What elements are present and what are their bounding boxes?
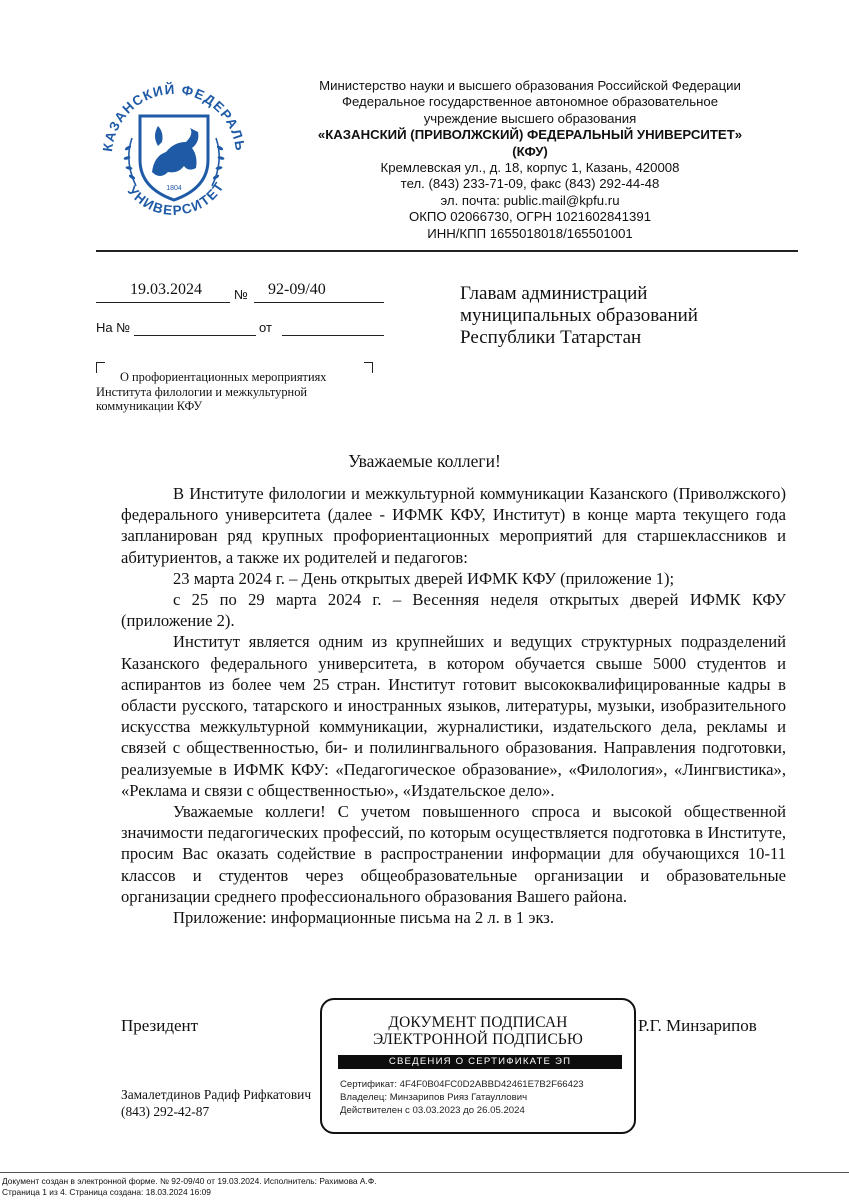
certificate-validity: Действителен с 03.03.2023 до 26.05.2024 bbox=[340, 1105, 525, 1116]
signer-position: Президент bbox=[121, 1016, 199, 1035]
email-line: эл. почта: public.mail@kpfu.ru bbox=[440, 192, 620, 208]
phone-line: тел. (843) 233-71-09, факс (843) 292-44-48 bbox=[400, 176, 660, 192]
kfu-emblem bbox=[94, 76, 254, 236]
letterhead bbox=[290, 78, 770, 242]
org-type-line: Федеральное государственное автономное образовательное bbox=[341, 94, 719, 110]
greeting: Уважаемые коллеги! bbox=[348, 451, 501, 471]
svg-text:1804: 1804 bbox=[166, 185, 182, 192]
address-line: Кремлевская ул., д. 18, корпус 1, Казань, 420008 bbox=[380, 160, 680, 176]
number-label: № bbox=[234, 287, 248, 302]
okpo-line: ОКПО 02066730, ОГРН 1021602841391 bbox=[408, 209, 652, 225]
paragraph: Институт является одним из крупнейших и ведущих структурных подразделений Казанского федерального университета, в котором обучается свыше 5000 студентов и аспирантов из более чем 25 стран. Институт готовит высококвалифицированные кадры в области русского, татарского и иностранных языков, литературы, музыки, изобразительного искусства межкультурной коммуникации, журналистики, издательского дела, рекламы и связей с общественностью, би- и полилингвального образования. Направления подготовки, реализуемые в ИФМК КФУ: «Педагогическое образование», «Филология», «Лингвистика», «Реклама и связи с общественностью», «Издательское дело». bbox=[121, 632, 786, 800]
footer-divider bbox=[0, 1172, 849, 1173]
signer-name: Р.Г. Минзарипов bbox=[638, 1016, 757, 1035]
kfu-emblem-icon bbox=[94, 76, 254, 236]
university-name: «КАЗАНСКИЙ (ПРИВОЛЖСКИЙ) ФЕДЕРАЛЬНЫЙ УНИВЕРСИТЕТ» bbox=[317, 127, 743, 143]
paragraph: 23 марта 2024 г. – День открытых дверей ИФМК КФУ (приложение 1); bbox=[173, 568, 675, 588]
subject-line: О профориентационных мероприятиях bbox=[120, 370, 327, 384]
stamp-title bbox=[322, 1014, 634, 1048]
letter-number: 92-09/40 bbox=[268, 281, 326, 298]
addressee-line: Главам администраций bbox=[460, 283, 648, 304]
executor-name: Замалетдинов Радиф Рифкатович bbox=[121, 1087, 312, 1102]
subject bbox=[96, 370, 366, 414]
addressee-line: Республики Татарстан bbox=[460, 327, 642, 348]
reference-date-field bbox=[282, 315, 384, 336]
university-abbr: (КФУ) bbox=[512, 143, 548, 159]
certificate-owner: Владелец: Минзарипов Рияз Гатауллович bbox=[340, 1092, 528, 1103]
subject-line: Института филологии и межкультурной bbox=[96, 384, 308, 399]
svg-text:УНИВЕРСИТЕТ: УНИВЕРСИТЕТ bbox=[124, 178, 228, 219]
addressee bbox=[460, 283, 780, 349]
reference-label: На № bbox=[96, 320, 131, 335]
reference-from-label: от bbox=[259, 320, 272, 335]
page-footer bbox=[2, 1176, 377, 1197]
paragraph: с 25 по 29 марта 2024 г. – Весенняя неделя открытых дверей ИФМК КФУ (приложение 2). bbox=[121, 590, 786, 631]
e-signature-stamp bbox=[320, 998, 636, 1134]
letter-date: 19.03.2024 bbox=[130, 281, 202, 298]
executor bbox=[121, 1086, 311, 1120]
org-type-line-2: учреждение высшего образования bbox=[423, 110, 637, 126]
header-divider bbox=[96, 250, 798, 252]
stamp-title-line: ЭЛЕКТРОННОЙ ПОДПИСЬЮ bbox=[373, 1031, 583, 1048]
letter-body bbox=[121, 483, 786, 928]
attachment-note: Приложение: информационные письма на 2 л. в 1 экз. bbox=[173, 908, 555, 928]
svg-text:КАЗАНСКИЙ ФЕДЕРАЛЬНЫЙ: КАЗАНСКИЙ ФЕДЕРАЛЬ bbox=[100, 81, 248, 153]
footer-line: Страница 1 из 4. Страница создана: 18.03.2024 16:09 bbox=[2, 1186, 211, 1197]
stamp-certificate-header: СВЕДЕНИЯ О СЕРТИФИКАТЕ ЭП bbox=[338, 1055, 622, 1069]
paragraph: Уважаемые коллеги! С учетом повышенного спроса и высокой общественной значимости педагогических профессий, по которым осуществляется подготовка в Институте, просим Вас оказать содействие в распространении информации для обучающихся 10-11 классов и студентов через общеобразовательные организации и образовательные организации среднего профессионального образования Вашего района. bbox=[121, 802, 786, 906]
stamp-title-line: ДОКУМЕНТ ПОДПИСАН bbox=[388, 1014, 568, 1031]
certificate-id: Сертификат: 4F4F0B04FC0D2ABBD42461E7B2F66423 bbox=[340, 1079, 584, 1090]
paragraph: В Институте филологии и межкультурной коммуникации Казанского (Приволжского) федерального университета (далее - ИФМК КФУ, Институт) в конце марта текущего года запланирован ряд крупных профориентационных мероприятий для старшеклассников и абитуриентов, а также их родителей и педагогов: bbox=[121, 484, 786, 567]
inn-line: ИНН/КПП 1655018018/165501001 bbox=[427, 225, 633, 241]
reference-field bbox=[134, 315, 256, 336]
subject-line: коммуникации КФУ bbox=[96, 399, 203, 414]
addressee-line: муниципальных образований bbox=[460, 305, 698, 326]
footer-line: Документ создан в электронной форме. № 92-09/40 от 19.03.2024. Исполнитель: Рахимова А.Ф. bbox=[2, 1176, 377, 1186]
executor-phone: (843) 292-42-87 bbox=[121, 1104, 210, 1119]
stamp-details bbox=[340, 1078, 630, 1117]
ministry-line: Министерство науки и высшего образования Российской Федерации bbox=[319, 78, 741, 93]
